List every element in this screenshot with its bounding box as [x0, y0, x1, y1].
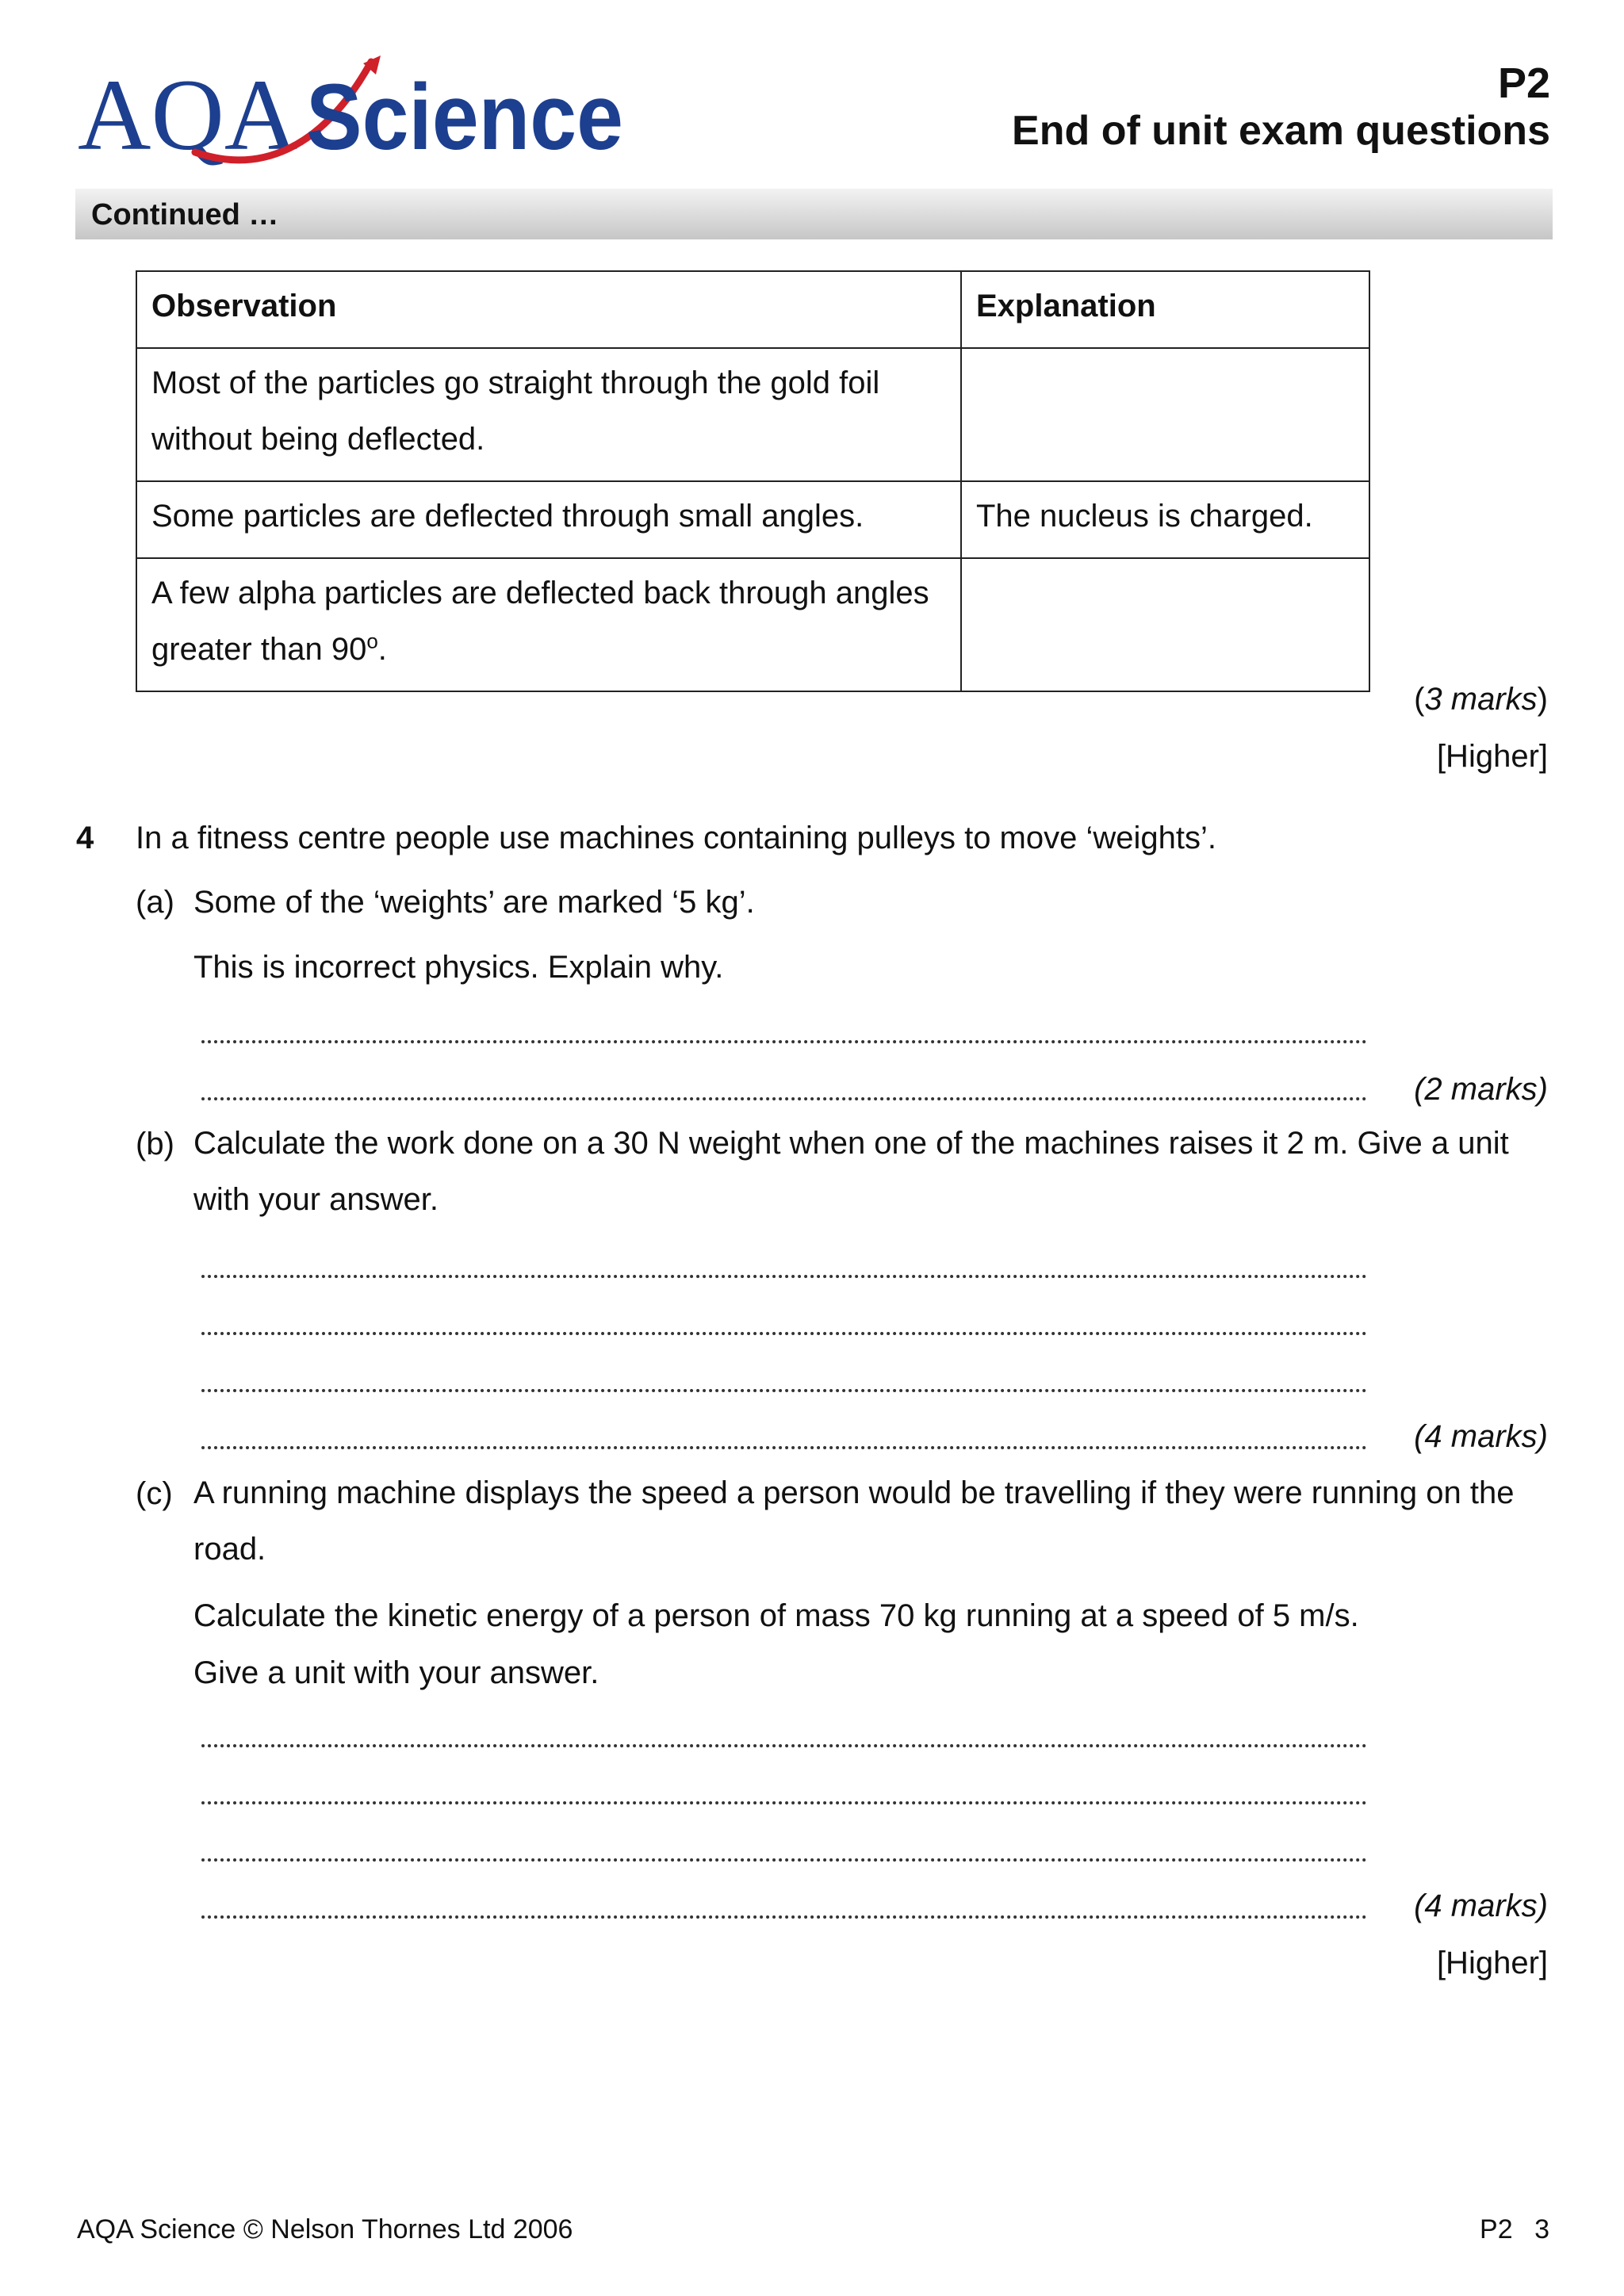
answer-line[interactable] — [201, 1389, 1367, 1392]
part-b-label: (b) — [136, 1127, 174, 1161]
part-b-marks: (4 marks) — [1414, 1419, 1548, 1454]
table-row — [136, 348, 1369, 481]
footer-unit: P2 — [1480, 2214, 1513, 2244]
part-c-label: (c) — [136, 1476, 173, 1511]
part-c-text3: Give a unit with your answer. — [193, 1655, 599, 1690]
part-a-line1: Some of the ‘weights’ are marked ‘5 kg’. — [193, 885, 755, 920]
observation-cell — [136, 558, 961, 691]
part-a-line2: This is incorrect physics. Explain why. — [193, 950, 724, 985]
footer-page-number: 3 — [1534, 2214, 1549, 2244]
degree-superscript: o — [366, 629, 378, 653]
table-row — [136, 558, 1369, 691]
part-c-text2: Calculate the kinetic energy of a person of mass 70 kg running at a speed of 5 m/s. — [193, 1598, 1359, 1633]
continued-bar — [75, 189, 1553, 239]
answer-line[interactable] — [201, 1332, 1367, 1335]
part-c-text1: A running machine displays the speed a person would be travelling if they were running on the road. — [193, 1475, 1515, 1567]
explanation-cell[interactable] — [961, 348, 1369, 481]
observation-text: A few alpha particles are deflected back through angles greater than 90 — [151, 576, 929, 667]
part-a-label: (a) — [136, 885, 174, 920]
part-a-marks: (2 marks) — [1414, 1072, 1548, 1107]
question-stem: In a fitness centre people use machines containing pulleys to move ‘weights’. — [136, 821, 1216, 855]
explanation-cell[interactable] — [961, 558, 1369, 691]
answer-line[interactable] — [201, 1040, 1367, 1043]
page-title: End of unit exam questions — [1012, 108, 1550, 154]
part-b-text: Calculate the work done on a 30 N weight when one of the machines raises it 2 m. Give a unit with your answer. — [193, 1126, 1509, 1217]
logo-science-text: Science — [306, 65, 623, 166]
q3-level: [Higher] — [1436, 739, 1548, 774]
answer-line[interactable] — [201, 1446, 1367, 1449]
table-header-row — [136, 271, 1369, 348]
unit-code: P2 — [1497, 59, 1550, 107]
observation-cell: Some particles are deflected through small angles. — [136, 481, 961, 558]
answer-line[interactable] — [201, 1275, 1367, 1278]
answer-line[interactable] — [201, 1097, 1367, 1100]
footer-page-info — [1480, 2214, 1549, 2245]
aqa-science-logo — [76, 55, 631, 166]
footer-copyright: AQA Science © Nelson Thornes Ltd 2006 — [77, 2214, 573, 2244]
table-row — [136, 481, 1369, 558]
observation-cell: Most of the particles go straight through the gold foil without being deflected. — [136, 348, 961, 481]
part-c-marks: (4 marks) — [1414, 1888, 1548, 1923]
continued-label: Continued … — [91, 198, 279, 232]
observation-table — [136, 270, 1370, 692]
answer-line[interactable] — [201, 1801, 1367, 1804]
answer-line[interactable] — [201, 1858, 1367, 1862]
logo-aqa-text: AQA — [78, 59, 298, 166]
question-number: 4 — [76, 821, 94, 855]
explanation-cell: The nucleus is charged. — [961, 481, 1369, 558]
header-explanation: Explanation — [961, 271, 1369, 348]
answer-line[interactable] — [201, 1915, 1367, 1919]
header-observation: Observation — [136, 271, 961, 348]
observation-text-end: . — [377, 632, 387, 667]
q4-level: [Higher] — [1436, 1946, 1548, 1980]
answer-line[interactable] — [201, 1744, 1367, 1747]
q3-marks: (3 marks) — [1414, 682, 1548, 717]
